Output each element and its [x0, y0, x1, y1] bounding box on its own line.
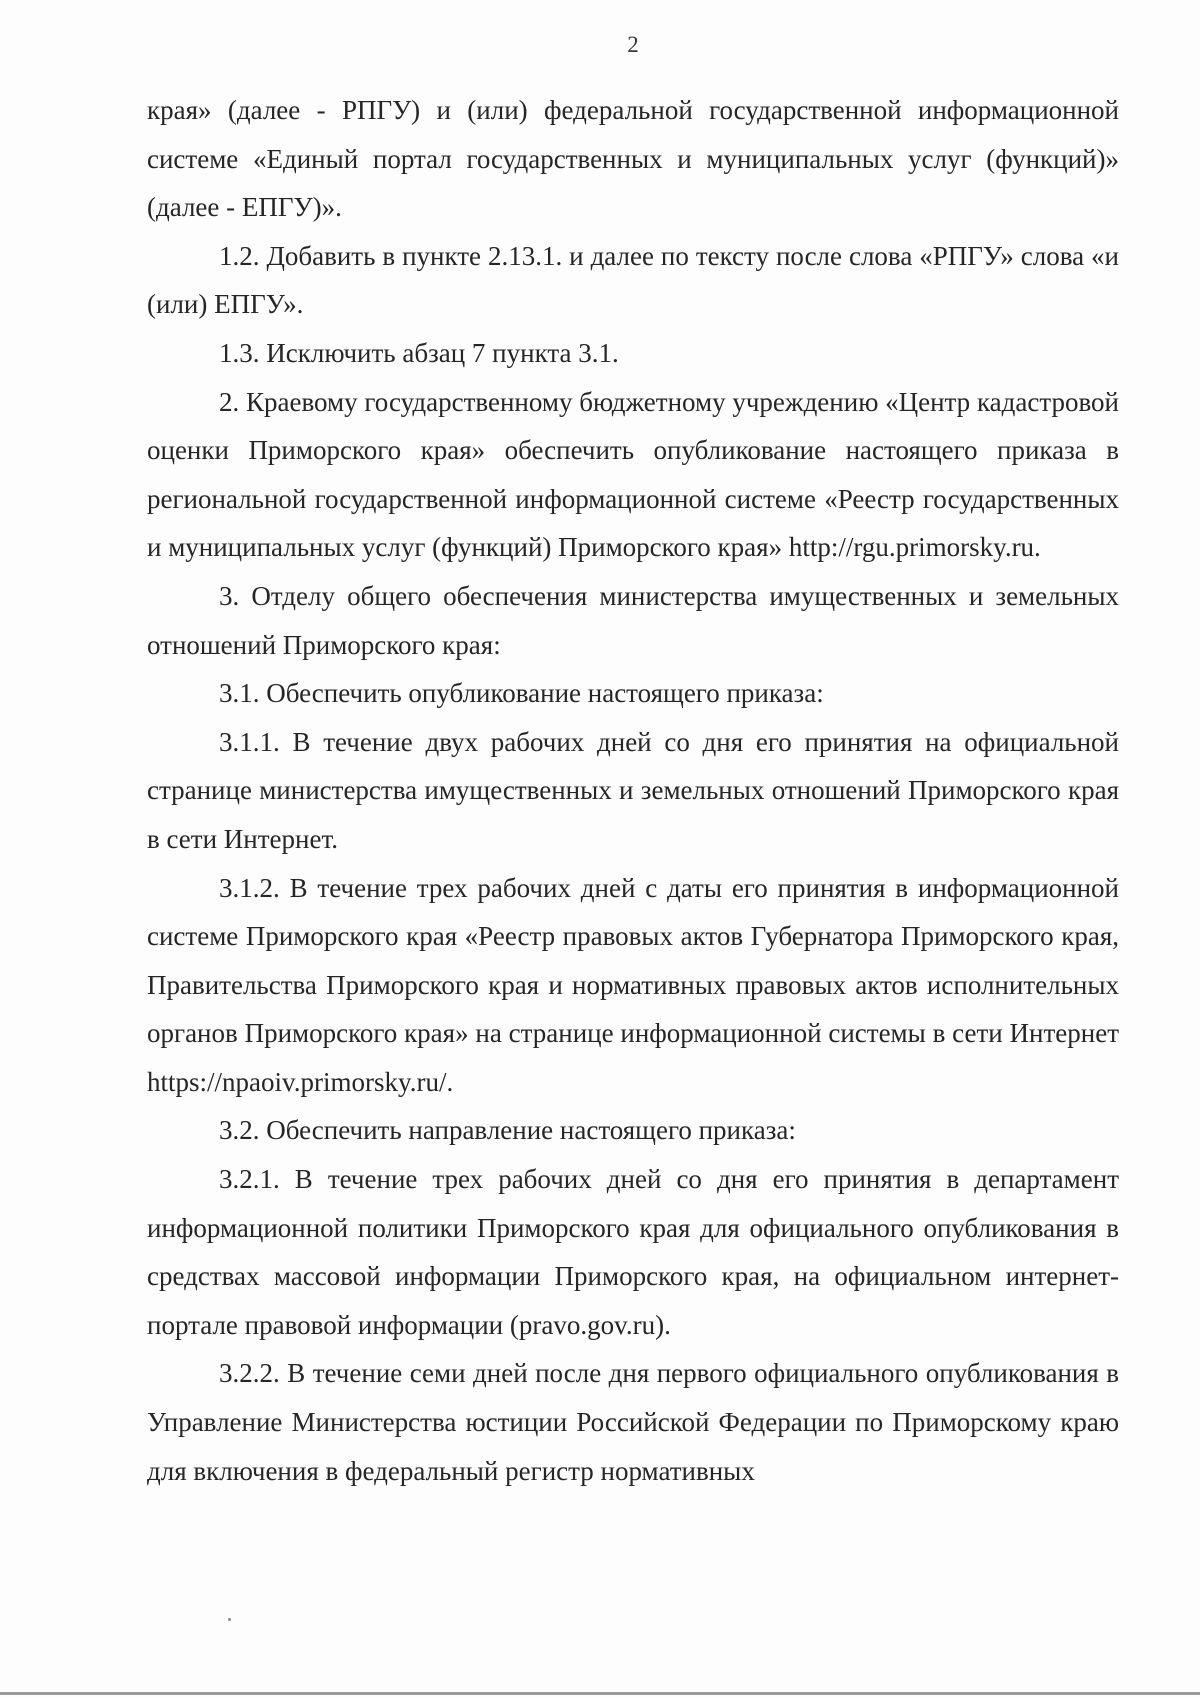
paragraph-1-3: 1.3. Исключить абзац 7 пункта 3.1. [219, 337, 619, 368]
paragraph-3-2-2: 3.2.2. В течение семи дней после дня первого официального опубликования в Управление Министерства юстиции Российской Федерации по Приморскому краю для включения в федеральный регистр нормативных [147, 1358, 1119, 1486]
document-body [147, 86, 1119, 1495]
paragraph-3-2-1: 3.2.1. В течение трех рабочих дней со дня его принятия в департамент информационной политики Приморского края для официального опубликования в средствах массовой информации Приморского края, на официальном интернет-портале правовой информации (pravo.gov.ru). [147, 1164, 1119, 1340]
paragraph-3-1-1: 3.1.1. В течение двух рабочих дней со дня его принятия на официальной странице министерства имущественных и земельных отношений Приморского края в сети Интернет. [147, 726, 1119, 854]
page-number: 2 [627, 32, 639, 57]
page-bottom-edge [0, 1692, 1200, 1695]
paragraph-3: 3. Отделу общего обеспечения министерства имущественных и земельных отношений Приморского края: [147, 580, 1119, 660]
paragraph-continuation: края» (далее - РПГУ) и (или) федеральной государственной информационной системе «Единый портал государственных и муниципальных услуг (функций)» (далее - ЕПГУ)». [147, 95, 1119, 223]
paragraph-3-1-2: 3.1.2. В течение трех рабочих дней с даты его принятия в информационной системе Приморского края «Реестр правовых актов Губернатора Приморского края, Правительства Приморского края и нормативных правовых актов исполнительных органов Приморского края» на странице информационной системы в сети Интернет https://npaoiv.primorsky.ru/. [147, 872, 1119, 1097]
scan-speck [228, 1618, 231, 1621]
paragraph-1-2: 1.2. Добавить в пункте 2.13.1. и далее по тексту после слова «РПГУ» слова «и (или) ЕПГУ». [147, 240, 1119, 320]
paragraph-3-1: 3.1. Обеспечить опубликование настоящего приказа: [219, 678, 824, 709]
paragraph-2: 2. Краевому государственному бюджетному учреждению «Центр кадастровой оценки Приморского края» обеспечить опубликование настоящего приказа в региональной государственной информационной системе «Реестр государственных и муниципальных услуг (функций) Приморского края» http://rgu.primorsky.ru. [147, 386, 1119, 563]
paragraph-3-2: 3.2. Обеспечить направление настоящего приказа: [219, 1115, 796, 1146]
